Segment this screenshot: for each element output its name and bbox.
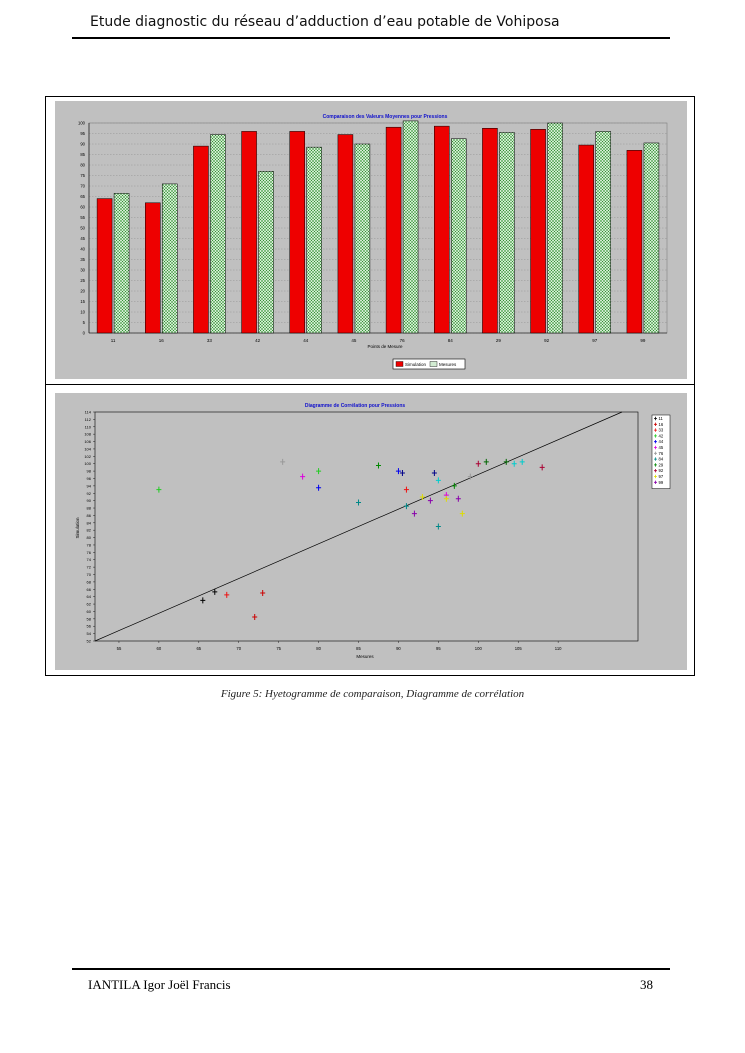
scatter-y-tick-label: 94 [86, 483, 91, 489]
scatter-y-tick-label: 58 [86, 616, 91, 622]
bar-chart-title: Comparaison des Valeurs Moyennes pour Pressions [322, 114, 448, 120]
figure-caption: Figure 5: Hyetogramme de comparaison, Diagramme de corrélation [220, 688, 525, 700]
page-number: 38 [640, 977, 653, 992]
scatter-y-tick-label: 90 [86, 498, 91, 504]
scatter-legend-label: 29 [658, 462, 664, 468]
bar-x-tick-label: 29 [495, 338, 501, 343]
bar-y-tick-label: 65 [80, 194, 85, 199]
scatter-y-tick-label: 66 [86, 586, 91, 592]
footer-rule [72, 968, 670, 970]
scatter-y-tick-label: 112 [84, 416, 91, 422]
scatter-legend-label: 76 [658, 450, 664, 456]
bar-mesures [596, 131, 611, 333]
bar-y-tick-label: 0 [82, 330, 85, 336]
bar-x-tick-label: 44 [303, 338, 309, 343]
bar-y-tick-label: 70 [80, 183, 85, 189]
scatter-y-tick-label: 110 [84, 424, 91, 430]
scatter-y-tick-label: 70 [86, 572, 91, 578]
scatter-y-tick-label: 108 [84, 431, 91, 437]
bar-simulation [434, 126, 449, 333]
scatter-chart-legend [652, 415, 670, 489]
bar-simulation [242, 131, 257, 333]
scatter-y-tick-label: 56 [86, 623, 91, 629]
scatter-chart [55, 393, 687, 670]
scatter-y-tick-label: 52 [86, 638, 91, 644]
scatter-y-tick-label: 74 [86, 557, 91, 563]
bar-y-tick-label: 5 [82, 320, 85, 325]
bar-y-tick-label: 95 [80, 131, 85, 136]
bar-legend-swatch-simulation [396, 362, 403, 367]
header-rule [72, 37, 670, 39]
bar-mesures [210, 135, 225, 333]
scatter-y-tick-label: 86 [86, 512, 91, 518]
figure-divider [45, 384, 695, 385]
bar-y-tick-label: 40 [80, 246, 85, 252]
scatter-x-tick-label: 70 [236, 646, 242, 651]
bar-y-tick-label: 80 [80, 162, 85, 168]
scatter-legend-label: 44 [658, 439, 664, 445]
scatter-y-tick-label: 54 [86, 631, 91, 637]
bar-plot-area [78, 121, 667, 344]
bar-simulation [290, 131, 305, 333]
scatter-legend-label: 33 [658, 427, 664, 433]
page-header: Etude diagnostic du réseau d’adduction d’eau potable de Vohiposa [90, 14, 560, 30]
scatter-y-tick-label: 62 [86, 601, 91, 607]
bar-x-tick-label: 16 [158, 338, 164, 343]
scatter-legend-label: 11 [658, 416, 663, 421]
bar-y-tick-label: 60 [80, 204, 85, 210]
footer-author: IANTILA Igor Joël Francis [88, 977, 231, 992]
bar-simulation [627, 150, 642, 333]
scatter-y-tick-label: 100 [84, 461, 91, 467]
scatter-legend-label: 16 [658, 421, 664, 427]
scatter-y-tick-label: 84 [86, 520, 91, 526]
scatter-legend-label: 97 [658, 474, 664, 479]
bar-x-tick-label: 11 [110, 338, 116, 343]
scatter-y-tick-label: 60 [86, 608, 91, 614]
bar-legend-label-simulation: Simulation [405, 362, 427, 367]
bar-x-tick-label: 92 [544, 338, 550, 343]
bar-mesures [307, 147, 322, 333]
bar-chart [55, 101, 687, 379]
bar-mesures [355, 144, 370, 333]
bar-chart-xlabel: Points de Mesure [367, 344, 403, 349]
scatter-chart-xlabel: Mesures [356, 654, 374, 659]
bar-y-tick-label: 85 [80, 152, 85, 157]
bar-chart-legend [393, 359, 465, 369]
bar-x-tick-label: 33 [206, 338, 212, 343]
bar-y-tick-label: 90 [80, 141, 85, 147]
scatter-x-tick-label: 100 [474, 646, 482, 651]
scatter-y-tick-label: 92 [86, 490, 91, 496]
scatter-x-tick-label: 60 [156, 646, 162, 651]
scatter-y-tick-label: 98 [86, 468, 91, 474]
scatter-legend-label: 92 [658, 468, 664, 474]
bar-simulation [193, 146, 208, 333]
bar-simulation [579, 145, 594, 333]
scatter-y-tick-label: 96 [86, 475, 91, 481]
bar-simulation [386, 127, 401, 333]
bar-legend-label-mesures: Mesures [439, 362, 457, 367]
scatter-x-tick-label: 95 [436, 646, 441, 651]
scatter-x-tick-label: 85 [356, 646, 361, 651]
bar-x-tick-label: 99 [640, 338, 646, 343]
bar-legend-swatch-mesures [430, 362, 437, 367]
scatter-y-tick-label: 88 [86, 505, 91, 511]
scatter-x-tick-label: 105 [514, 646, 522, 651]
scatter-y-tick-label: 104 [84, 446, 91, 452]
scatter-y-tick-label: 102 [84, 453, 91, 459]
bar-x-tick-label: 84 [447, 338, 453, 343]
scatter-x-tick-label: 65 [196, 646, 202, 651]
bar-y-tick-label: 45 [80, 236, 85, 241]
bar-mesures [403, 121, 418, 333]
scatter-x-tick-label: 80 [316, 646, 321, 651]
scatter-x-tick-label: 55 [116, 646, 122, 651]
bar-mesures [114, 193, 129, 333]
bar-y-tick-label: 100 [78, 120, 85, 126]
bar-simulation [531, 129, 546, 333]
bar-y-tick-label: 20 [80, 288, 85, 294]
scatter-y-tick-label: 76 [86, 549, 91, 555]
bar-y-tick-label: 25 [80, 278, 85, 283]
bar-simulation [97, 199, 112, 333]
scatter-y-tick-label: 64 [86, 594, 91, 600]
bar-y-tick-label: 10 [80, 309, 85, 315]
scatter-x-tick-label: 90 [396, 646, 401, 651]
bar-mesures [162, 184, 177, 333]
scatter-chart-ylabel: Simulation [75, 517, 80, 539]
bar-mesures [644, 143, 659, 333]
scatter-y-tick-label: 78 [86, 542, 91, 548]
bar-simulation [482, 128, 497, 333]
scatter-legend-label: 99 [658, 479, 664, 485]
scatter-x-tick-label: 110 [554, 646, 562, 651]
scatter-plot-frame [95, 412, 638, 641]
bar-y-tick-label: 50 [80, 225, 85, 231]
bar-simulation [338, 135, 353, 333]
bar-x-tick-label: 76 [399, 338, 405, 343]
bar-y-tick-label: 35 [80, 257, 85, 262]
scatter-y-tick-label: 106 [84, 439, 91, 445]
bar-y-tick-label: 30 [80, 267, 85, 273]
scatter-chart-title: Diagramme de Corrélation pour Pressions [304, 403, 406, 409]
scatter-x-tick-label: 75 [276, 646, 281, 651]
bar-mesures [451, 139, 466, 333]
scatter-y-tick-label: 114 [84, 409, 91, 415]
scatter-y-tick-label: 80 [86, 535, 91, 541]
bar-y-tick-label: 15 [80, 299, 85, 304]
scatter-plot-area [84, 410, 638, 652]
bar-mesures [499, 132, 514, 333]
bar-simulation [145, 203, 160, 333]
bar-y-tick-label: 75 [80, 173, 85, 178]
bar-x-tick-label: 97 [592, 338, 598, 343]
scatter-legend-label: 84 [658, 456, 664, 462]
scatter-y-tick-label: 72 [86, 564, 91, 570]
scatter-y-tick-label: 68 [86, 579, 91, 585]
bar-x-tick-label: 45 [351, 338, 357, 343]
bar-x-tick-label: 42 [255, 338, 261, 343]
bar-mesures [259, 171, 274, 333]
scatter-legend-label: 45 [658, 445, 664, 450]
scatter-y-tick-label: 82 [86, 527, 91, 533]
bar-y-tick-label: 55 [80, 215, 85, 220]
scatter-legend-label: 42 [658, 433, 664, 439]
bar-mesures [548, 123, 563, 333]
